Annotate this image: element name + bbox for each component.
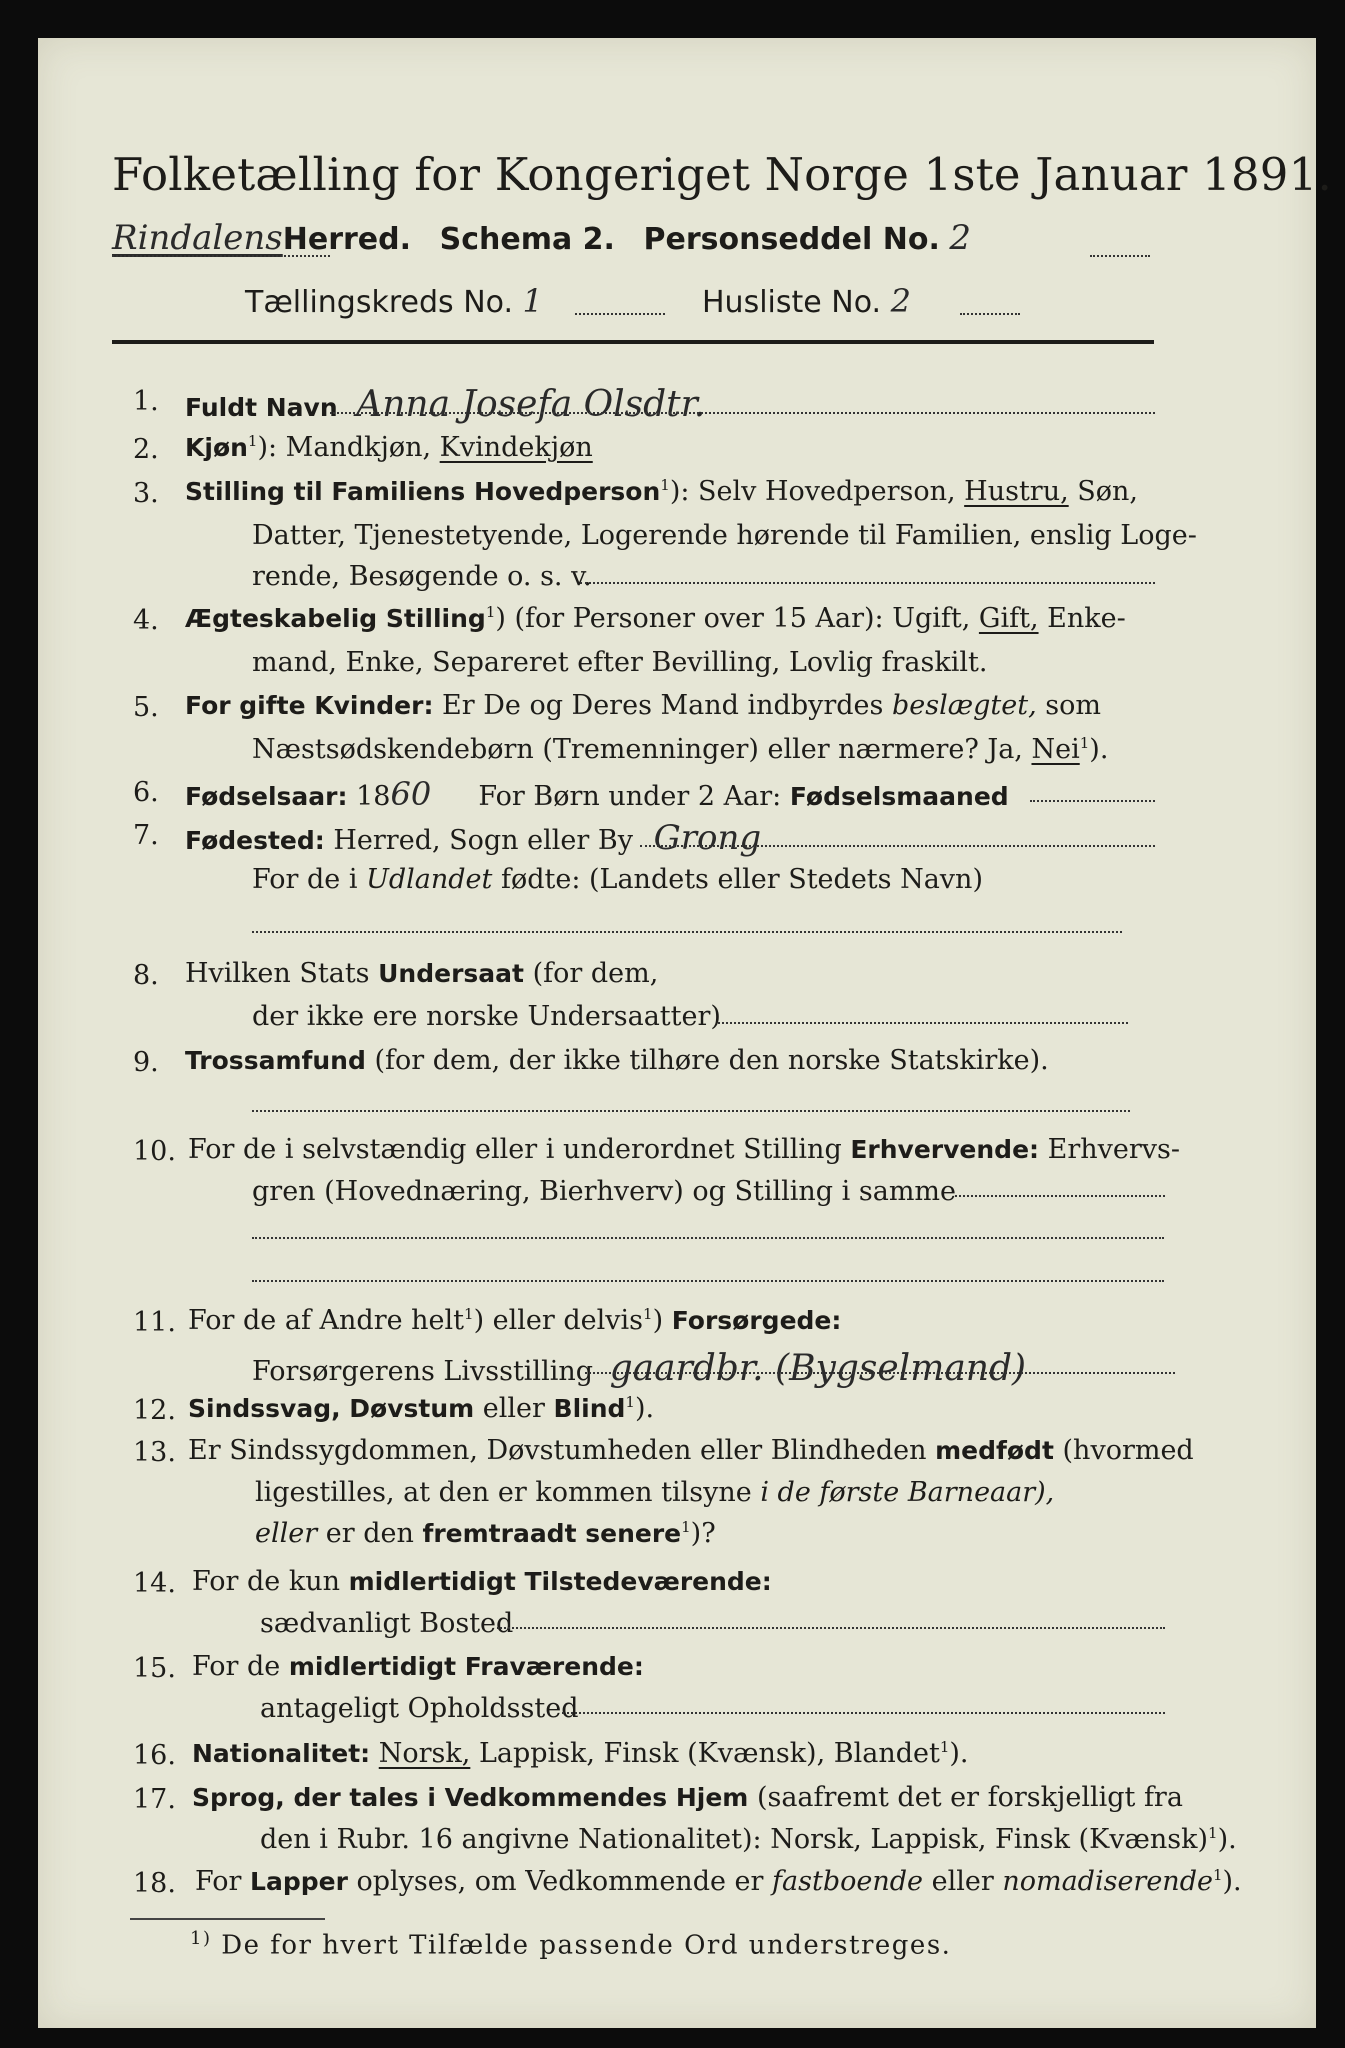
husliste-handwritten: 2 [890,282,911,320]
item-9 [185,1045,1049,1076]
item-11-line-2 [252,1348,1026,1389]
item-2: Kjøn$^1$): Mandkjøn, Kvindekjøn [185,432,593,463]
sex-label: Kjøn [185,433,248,462]
item-3-line-2: Datter, Tjenestetyende, Logerende hørende til Familien, enslig Loge- [252,520,1197,551]
citizenship-dots [718,1022,1128,1024]
item-number: 17. [133,1784,176,1815]
supported-text-2: ) eller delvis [473,1305,644,1336]
religion-dots [252,1110,1130,1112]
item-10 [188,1134,1180,1165]
item-number: 2. [133,434,159,465]
item-17 [192,1782,1183,1813]
item-number: 15. [133,1653,176,1684]
item-14-line-2: sædvanligt Bosted [260,1608,514,1639]
husliste-label: Husliste No. [702,285,882,320]
birth-month-dots [1030,800,1155,802]
birth-year-handwritten: 60 [390,775,432,813]
marital-status-label: Ægteskabelig Stilling [185,604,486,633]
herred-handwritten: Rindalens [112,218,283,258]
religion-label: Trossamfund [185,1046,366,1075]
family-position-options-2: Søn, [1077,476,1139,507]
marital-status-options: ) (for Personer over 15 Aar): Ugift, [495,603,971,634]
personseddel-dots [1090,255,1150,257]
item-number: 7. [133,820,159,851]
census-form-page [38,38,1316,2028]
language-label: Sprog, der tales i Vedkommendes Hjem [192,1783,749,1812]
abroad-italic: Udlandet [366,864,493,895]
sami-label: Lapper [250,1867,348,1896]
item-13-line-3: eller er den fremtraadt senere$^1$)? [255,1518,716,1549]
item-number: 11. [133,1307,176,1338]
marital-status-options-2: Enke- [1047,603,1126,634]
item-6 [185,775,1009,813]
item-5-line-2: Næstsødskendebørn (Tremenninger) eller nærmere? Ja, Nei$^1$). [252,734,1109,765]
congenital-line-3-italic: eller [255,1518,318,1549]
family-position-selected: Hustru, [964,476,1069,507]
citizenship-text-2: (for dem, [532,958,659,989]
item-4-line-2: mand, Enke, Separeret efter Bevilling, Lovlig fraskilt. [252,647,988,678]
item-number: 3. [133,478,159,509]
item-5 [185,690,1101,721]
abroad-text-a: For de i [252,864,358,895]
temp-present-label: midlertidigt Tilstedeværende: [348,1567,772,1596]
item-number: 12. [133,1395,176,1426]
supported-label: Forsørgede: [671,1306,842,1335]
item-12: Sindssvag, Døvstum eller Blind$^1$). [188,1393,655,1424]
herred-label: Herred. [282,222,412,257]
item-number: 13. [133,1437,176,1468]
abroad-dots [252,931,1122,933]
item-number: 5. [133,692,159,723]
temp-absent-label: midlertidigt Fraværende: [288,1652,644,1681]
occupation-dots-2 [252,1237,1164,1239]
married-women-text-2: som [1045,690,1101,721]
blind-label: Blind [553,1394,626,1423]
item-number: 14. [133,1568,176,1599]
footnote [190,1928,951,1961]
item-number: 6. [133,777,159,808]
congenital-label: medfødt [935,1436,1054,1465]
herred-line [112,218,971,258]
husliste-dots [960,313,1020,315]
sami-text-2: oplyses, om Vedkommende er [356,1866,764,1897]
sex-options: ): Mandkjøn, [257,432,432,463]
married-women-label: For gifte Kvinder: [185,691,434,720]
birthplace-dots [640,845,1155,847]
footnote-marker: 1) [190,1928,212,1949]
item-3: Stilling til Familiens Hovedperson$^1$): Selv Hovedperson, Hustru, Søn, [185,476,1139,507]
item-18: For Lapper oplyses, om Vedkommende er fastboende eller nomadiserende$^1$). [195,1866,1242,1897]
item-7-line-2 [252,864,983,895]
congenital-text: Er Sindssygdommen, Døvstumheden eller Blindheden [188,1435,927,1466]
provider-occupation-handwritten: gaardbr. (Bygselmand) [609,1348,1027,1389]
occupation-dots-1 [955,1195,1165,1197]
item-8 [185,958,658,989]
married-women-question: Er De og Deres Mand indbyrdes [442,690,884,721]
later-onset-label: fremtraadt senere [422,1519,682,1548]
header-rule [112,340,1154,344]
congenital-line-2: ligestilles, at den er kommen tilsyne [255,1477,752,1508]
item-17-line-2: den i Rubr. 16 angivne Nationalitet): Norsk, Lappisk, Finsk (Kvænsk)$^1$). [260,1824,1237,1855]
occupation-label: Erhvervende: [850,1135,1040,1164]
item-15 [192,1651,644,1682]
married-women-selected: Nei [1031,734,1080,765]
provider-occupation-label: Forsørgerens Livsstilling [252,1356,594,1387]
family-position-options: ): Selv Hovedperson, [669,476,956,507]
item-11: For de af Andre helt$^1$) eller delvis$^1$) Forsørgede: [188,1305,842,1336]
whereabouts-dots [562,1712,1165,1714]
footnote-text: De for hvert Tilfælde passende Ord understreges. [221,1930,952,1961]
birth-year-prefix: 18 [356,781,391,812]
religion-text: (for dem, der ikke tilhøre den norske Statskirke). [374,1045,1049,1076]
nationality-options: Lappisk, Finsk (Kvænsk), Blandet [478,1738,940,1769]
item-16: Nationalitet: Norsk, Lappisk, Finsk (Kvænsk), Blandet$^1$). [192,1738,969,1769]
birthplace-handwritten: Grong [653,818,762,858]
family-position-label: Stilling til Familiens Hovedperson [185,477,661,506]
sami-nomadic-italic: nomadiserende [1002,1866,1213,1897]
married-women-line-2: Næstsødskendebørn (Tremenninger) eller nærmere? Ja, [252,734,1023,765]
item-number: 1. [133,386,159,417]
marital-status-selected: Gift, [978,603,1039,634]
provider-dots [585,1372,1175,1374]
birthplace-text: Herred, Sogn eller By [333,825,633,856]
item-number: 18. [133,1868,176,1899]
congenital-line-3: er den [325,1518,414,1549]
item-10-line-2: gren (Hovednæring, Bierhverv) og Stilling i samme [252,1176,957,1207]
sami-text: For [195,1866,242,1897]
full-name-handwritten: Anna Josefa Olsdtr. [356,384,706,425]
temp-absent-text: For de [192,1651,281,1682]
form-title: Folketælling for Kongeriget Norge 1ste Januar 1891. [112,148,1332,201]
item-number: 4. [133,605,159,636]
item-number: 16. [133,1740,176,1771]
occupation-text-2: Erhvervs- [1047,1134,1181,1165]
temp-present-text: For de kun [192,1566,340,1597]
schema-label: Schema 2. [439,222,615,257]
sami-text-3: eller [931,1866,994,1897]
item-13 [188,1435,1194,1466]
language-text: (saafremt det er forskjelligt fra [756,1782,1183,1813]
item-13-line-2 [255,1477,1054,1508]
sex-selected: Kvindekjøn [439,432,593,463]
item-3-line-3: rende, Besøgende o. s. v. [252,561,592,592]
language-line-2: den i Rubr. 16 angivne Nationalitet): Norsk, Lappisk, Finsk (Kvænsk) [260,1824,1209,1855]
birth-month-label: Fødselsmaaned [789,782,1009,811]
footnote-rule [130,1918,325,1920]
occupation-text: For de i selvstændig eller i underordnet Stilling [188,1134,842,1165]
congenital-line-2-italic: i de første Barneaar), [760,1477,1055,1508]
herred-dots [112,255,330,257]
item-4: Ægteskabelig Stilling$^1$) (for Personer over 15 Aar): Ugift, Gift, Enke- [185,603,1126,634]
taellingskreds-handwritten: 1 [522,282,543,320]
birth-year-label: Fødselsaar: [185,782,348,811]
taellingskreds-label: Tællingskreds No. [245,285,513,320]
disability-text: eller [482,1393,545,1424]
infant-text: For Børn under 2 Aar: [478,781,782,812]
item-number: 10. [133,1136,176,1167]
nationality-selected: Norsk, [378,1738,471,1769]
item-8-line-2: der ikke ere norske Undersaatter) [252,1001,721,1032]
item-1 [185,384,705,425]
sami-settled-italic: fastboende [772,1866,923,1897]
personseddel-handwritten: 2 [949,218,972,258]
personseddel-label: Personseddel No. [643,222,940,257]
abroad-text-b: fødte: (Landets eller Stedets Navn) [500,864,983,895]
full-name-dots [330,412,1155,414]
full-name-label: Fuldt Navn [185,393,338,422]
citizenship-label: Undersaat [378,959,524,988]
item-14 [192,1566,772,1597]
married-women-italic: beslægtet, [891,690,1037,721]
occupation-dots-3 [252,1280,1164,1282]
citizenship-text: Hvilken Stats [185,958,370,989]
supported-text: For de af Andre helt [188,1305,465,1336]
item-number: 8. [133,960,159,991]
disability-label: Sindssvag, Døvstum [188,1394,475,1423]
item-7 [185,818,761,858]
item-15-line-2: antageligt Opholdssted [260,1693,579,1724]
kreds-dots [575,313,665,315]
birthplace-label: Fødested: [185,826,325,855]
item-3-dots [580,582,1155,584]
usual-residence-dots [497,1627,1165,1629]
nationality-label: Nationalitet: [192,1739,371,1768]
item-number: 9. [133,1047,159,1078]
congenital-text-2: (hvormed [1062,1435,1194,1466]
